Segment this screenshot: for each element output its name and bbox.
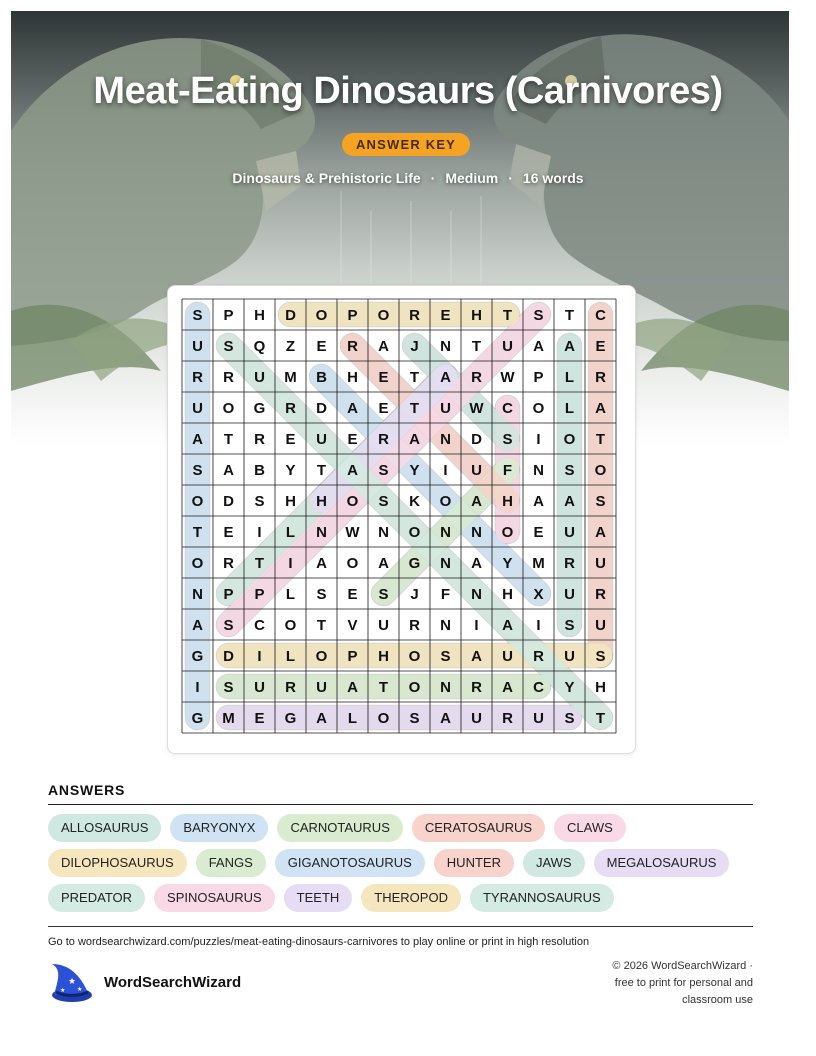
grid-letter: U	[595, 617, 606, 634]
grid-letter: O	[408, 524, 421, 541]
grid-letter: O	[315, 307, 328, 324]
svg-text:★: ★	[60, 987, 66, 994]
grid-letter: E	[378, 400, 389, 417]
grid-letter: N	[471, 586, 482, 603]
grid-letter: H	[378, 648, 389, 665]
grid-letter: C	[595, 307, 606, 324]
grid-letter: X	[533, 586, 544, 603]
grid-letter: T	[378, 679, 389, 696]
grid-letter: K	[409, 493, 420, 510]
answer-chip: BARYONYX	[170, 814, 268, 842]
grid-letter: E	[347, 431, 358, 448]
grid-letter: J	[410, 338, 419, 355]
grid-letter: H	[502, 586, 513, 603]
word-search-grid	[181, 298, 619, 736]
grid-letter: S	[595, 493, 606, 510]
grid-letter: A	[316, 710, 327, 727]
answer-chip: CARNOTAURUS	[277, 814, 402, 842]
answers-heading: ANSWERS	[48, 782, 126, 798]
grid-letter: O	[532, 400, 545, 417]
grid-letter: L	[285, 586, 296, 603]
grid-letter: S	[223, 679, 234, 696]
grid-letter: O	[439, 493, 452, 510]
grid-letter: R	[471, 679, 482, 696]
grid-letter: D	[223, 648, 234, 665]
answer-chip: HUNTER	[434, 849, 514, 877]
grid-letter: E	[533, 524, 544, 541]
grid-letter: A	[564, 493, 575, 510]
grid-letter: U	[316, 431, 327, 448]
grid-letter: H	[254, 307, 265, 324]
grid-letter: T	[316, 617, 327, 634]
grid-letter: E	[254, 710, 265, 727]
grid-letter: B	[254, 462, 265, 479]
grid-letter: E	[223, 524, 234, 541]
grid-letter: D	[285, 307, 296, 324]
grid-letter: T	[223, 431, 234, 448]
grid-letter: A	[471, 493, 482, 510]
grid-letter: S	[409, 710, 420, 727]
grid-letter: G	[284, 710, 297, 727]
grid-letter: D	[223, 493, 234, 510]
grid-letter: U	[564, 586, 575, 603]
grid-letter: R	[192, 369, 203, 386]
grid-letter: U	[192, 400, 203, 417]
grid-letter: R	[533, 648, 544, 665]
grid-letter: T	[595, 431, 606, 448]
grid-letter: S	[564, 710, 575, 727]
grid-letter: P	[254, 586, 265, 603]
grid-letter: G	[408, 555, 421, 572]
grid-letter: S	[223, 338, 234, 355]
grid-letter: O	[563, 431, 576, 448]
answer-chip: GIGANOTOSAURUS	[275, 849, 425, 877]
answer-chip: CLAWS	[554, 814, 626, 842]
grid-letter: N	[440, 617, 451, 634]
answer-chip: MEGALOSAURUS	[594, 849, 730, 877]
svg-text:★: ★	[68, 977, 77, 987]
grid-letter: N	[471, 524, 482, 541]
answer-chip: SPINOSAURUS	[154, 884, 275, 912]
grid-letter: O	[594, 462, 607, 479]
grid-letter: S	[595, 648, 606, 665]
answers-row	[48, 814, 768, 842]
grid-letter: O	[346, 493, 359, 510]
answer-chip: THEROPOD	[361, 884, 461, 912]
grid-letter: N	[440, 679, 451, 696]
answers-list	[48, 814, 768, 919]
grid-letter: S	[502, 431, 513, 448]
grid-letter: S	[378, 493, 389, 510]
grid-letter: O	[408, 648, 421, 665]
answer-chip: CERATOSAURUS	[412, 814, 545, 842]
difficulty-label: Medium	[445, 170, 499, 186]
grid-letter: O	[377, 710, 390, 727]
grid-letter: A	[347, 400, 358, 417]
wizard-hat-icon	[48, 962, 94, 1004]
grid-letter: I	[443, 462, 448, 479]
grid-letter: R	[595, 369, 606, 386]
grid-letter: U	[564, 648, 575, 665]
grid-letter: W	[500, 369, 515, 386]
footer-divider	[48, 926, 753, 927]
grid-letter: T	[316, 462, 327, 479]
grid-letter: U	[502, 338, 513, 355]
brand-name: WordSearchWizard	[104, 974, 242, 991]
grid-letter: C	[502, 400, 513, 417]
grid-letter: T	[254, 555, 265, 572]
grid-letter: L	[285, 524, 296, 541]
grid-letter: R	[409, 307, 420, 324]
grid-letter: S	[192, 462, 203, 479]
grid-letter: S	[378, 462, 389, 479]
page-title: Meat-Eating Dinosaurs (Carnivores)	[93, 70, 723, 112]
grid-letter: Z	[285, 338, 296, 355]
grid-letter: U	[564, 524, 575, 541]
grid-letter: P	[223, 307, 234, 324]
grid-letter: I	[474, 617, 479, 634]
copyright-line: © 2026 WordSearchWizard ·	[612, 960, 753, 972]
grid-letter: A	[316, 555, 327, 572]
grid-letter: P	[223, 586, 234, 603]
grid-letter: A	[347, 462, 358, 479]
grid-letter: N	[440, 431, 451, 448]
grid-letter: R	[285, 679, 296, 696]
grid-letter: M	[222, 710, 235, 727]
grid-letter: Y	[502, 555, 513, 572]
grid-letter: S	[254, 493, 265, 510]
grid-letter: L	[564, 369, 575, 386]
copyright-line: classroom use	[682, 994, 753, 1006]
grid-letter: U	[595, 555, 606, 572]
grid-letter: C	[254, 617, 265, 634]
grid-letter: T	[409, 369, 420, 386]
grid-letter: N	[192, 586, 203, 603]
grid-letter: S	[316, 586, 327, 603]
grid-letter: A	[502, 679, 513, 696]
grid-letter: U	[254, 369, 265, 386]
grid-letter: Y	[409, 462, 420, 479]
grid-letter: E	[285, 431, 296, 448]
grid-letter: N	[316, 524, 327, 541]
grid-letter: V	[347, 617, 358, 634]
grid-letter: R	[471, 369, 482, 386]
grid-letter: G	[191, 710, 204, 727]
grid-letter: C	[533, 679, 544, 696]
grid-letter: N	[378, 524, 389, 541]
grid-letter: N	[440, 555, 451, 572]
grid-letter: Y	[285, 462, 296, 479]
grid-letter: T	[595, 710, 606, 727]
grid-letter: S	[564, 617, 575, 634]
grid-letter: H	[502, 493, 513, 510]
grid-letter: A	[533, 493, 544, 510]
grid-letter: S	[564, 462, 575, 479]
grid-letter: R	[409, 617, 420, 634]
wizard-hat-logo	[48, 962, 94, 1009]
grid-letter: I	[195, 679, 200, 696]
answer-chip: DILOPHOSAURUS	[48, 849, 187, 877]
svg-text:★: ★	[77, 986, 83, 993]
grid-letter: U	[471, 710, 482, 727]
meta-separator: ·	[508, 170, 513, 186]
grid-letter: A	[378, 555, 389, 572]
grid-letter: A	[192, 431, 203, 448]
grid-letter: T	[502, 307, 513, 324]
grid-letter: A	[595, 524, 606, 541]
grid-letter: R	[595, 586, 606, 603]
grid-letter: I	[536, 431, 541, 448]
grid-letter: R	[347, 338, 358, 355]
grid-letter: L	[564, 400, 575, 417]
answer-chip: PREDATOR	[48, 884, 145, 912]
grid-letter: L	[285, 648, 296, 665]
answers-row	[48, 884, 768, 912]
grid-letter: P	[347, 648, 358, 665]
answer-chip: JAWS	[523, 849, 585, 877]
grid-letter: Q	[253, 338, 266, 355]
grid-letter: A	[471, 555, 482, 572]
grid-letter: A	[409, 431, 420, 448]
grid-letter: H	[347, 369, 358, 386]
grid-letter: D	[471, 431, 482, 448]
footer-url-text: Go to wordsearchwizard.com/puzzles/meat-eating-dinosaurs-carnivores to play online or print in high resolution	[48, 936, 590, 948]
grid-letter: M	[532, 555, 545, 572]
grid-letter: G	[191, 648, 204, 665]
grid-letter: N	[440, 524, 451, 541]
grid-letter: S	[378, 586, 389, 603]
grid-letter: O	[284, 617, 297, 634]
grid-letter: U	[471, 462, 482, 479]
grid-letter: A	[533, 338, 544, 355]
grid-letter: O	[191, 493, 204, 510]
grid-letter: R	[378, 431, 389, 448]
grid-letter: S	[440, 648, 451, 665]
grid-letter: T	[192, 524, 203, 541]
answer-chip: TYRANNOSAURUS	[470, 884, 614, 912]
grid-letter: E	[440, 307, 451, 324]
grid-letter: H	[595, 679, 606, 696]
grid-letter: A	[223, 462, 234, 479]
grid-letter: H	[316, 493, 327, 510]
grid-letter: P	[347, 307, 358, 324]
grid-letter: R	[285, 400, 296, 417]
grid-letter: W	[345, 524, 360, 541]
grid-letter: R	[502, 710, 513, 727]
grid-letter: E	[347, 586, 358, 603]
grid-letter: F	[502, 462, 513, 479]
grid-letter: U	[378, 617, 389, 634]
grid-letter: E	[378, 369, 389, 386]
grid-letter: T	[409, 400, 420, 417]
grid-letter: P	[533, 369, 544, 386]
answer-chip: ALLOSAURUS	[48, 814, 161, 842]
grid-letter: O	[315, 648, 328, 665]
grid-letter: S	[223, 617, 234, 634]
grid-letter: I	[257, 648, 262, 665]
grid-letter: W	[469, 400, 484, 417]
grid-letter: S	[533, 307, 544, 324]
answer-chip: TEETH	[284, 884, 353, 912]
grid-letter: O	[501, 524, 514, 541]
grid-letter: F	[440, 586, 451, 603]
grid-letter: N	[440, 338, 451, 355]
grid-letter: L	[347, 710, 358, 727]
meta-separator: ·	[430, 170, 436, 186]
category-label: Dinosaurs & Prehistoric Life	[232, 170, 421, 186]
grid-letter: R	[223, 555, 234, 572]
copyright-notice	[573, 958, 753, 1009]
grid-letter: U	[254, 679, 265, 696]
puzzle-meta	[0, 170, 816, 186]
grid-letter: B	[316, 369, 327, 386]
grid-letter: A	[564, 338, 575, 355]
copyright-line: free to print for personal and	[614, 977, 753, 989]
grid-letter: E	[595, 338, 606, 355]
answers-divider	[48, 804, 753, 805]
grid-letter: I	[257, 524, 262, 541]
grid-letter: A	[192, 617, 203, 634]
grid-letter: A	[347, 679, 358, 696]
grid-letter: E	[316, 338, 327, 355]
answer-chip: FANGS	[196, 849, 266, 877]
grid-letter: T	[564, 307, 575, 324]
answers-row	[48, 849, 768, 877]
word-count-label: 16 words	[522, 170, 584, 186]
grid-letter: U	[316, 679, 327, 696]
grid-letter: U	[192, 338, 203, 355]
grid-letter: O	[377, 307, 390, 324]
answer-key-badge: ANSWER KEY	[342, 133, 470, 156]
grid-letter: H	[471, 307, 482, 324]
grid-letter: D	[316, 400, 327, 417]
grid-letter: O	[408, 679, 421, 696]
grid-letter: A	[595, 400, 606, 417]
grid-letter: U	[533, 710, 544, 727]
grid-letter: A	[502, 617, 513, 634]
grid-letter: S	[192, 307, 203, 324]
grid-letter: J	[410, 586, 419, 603]
grid-letter: O	[222, 400, 235, 417]
grid-letter: A	[440, 369, 451, 386]
grid-letter: G	[253, 400, 266, 417]
grid-letter: I	[536, 617, 541, 634]
grid-letter: N	[533, 462, 544, 479]
grid-letter: M	[284, 369, 297, 386]
grid-letter: A	[471, 648, 482, 665]
grid-letter: R	[564, 555, 575, 572]
grid-letter: O	[191, 555, 204, 572]
grid-letter: A	[378, 338, 389, 355]
grid-letter: Y	[564, 679, 575, 696]
grid-letter: R	[223, 369, 234, 386]
grid-letter: O	[346, 555, 359, 572]
grid-letter: T	[471, 338, 482, 355]
grid-letter: A	[440, 710, 451, 727]
grid-letter: I	[288, 555, 293, 572]
grid-letter: H	[285, 493, 296, 510]
grid-letter: R	[254, 431, 265, 448]
grid-letter: U	[502, 648, 513, 665]
grid-letter: U	[440, 400, 451, 417]
